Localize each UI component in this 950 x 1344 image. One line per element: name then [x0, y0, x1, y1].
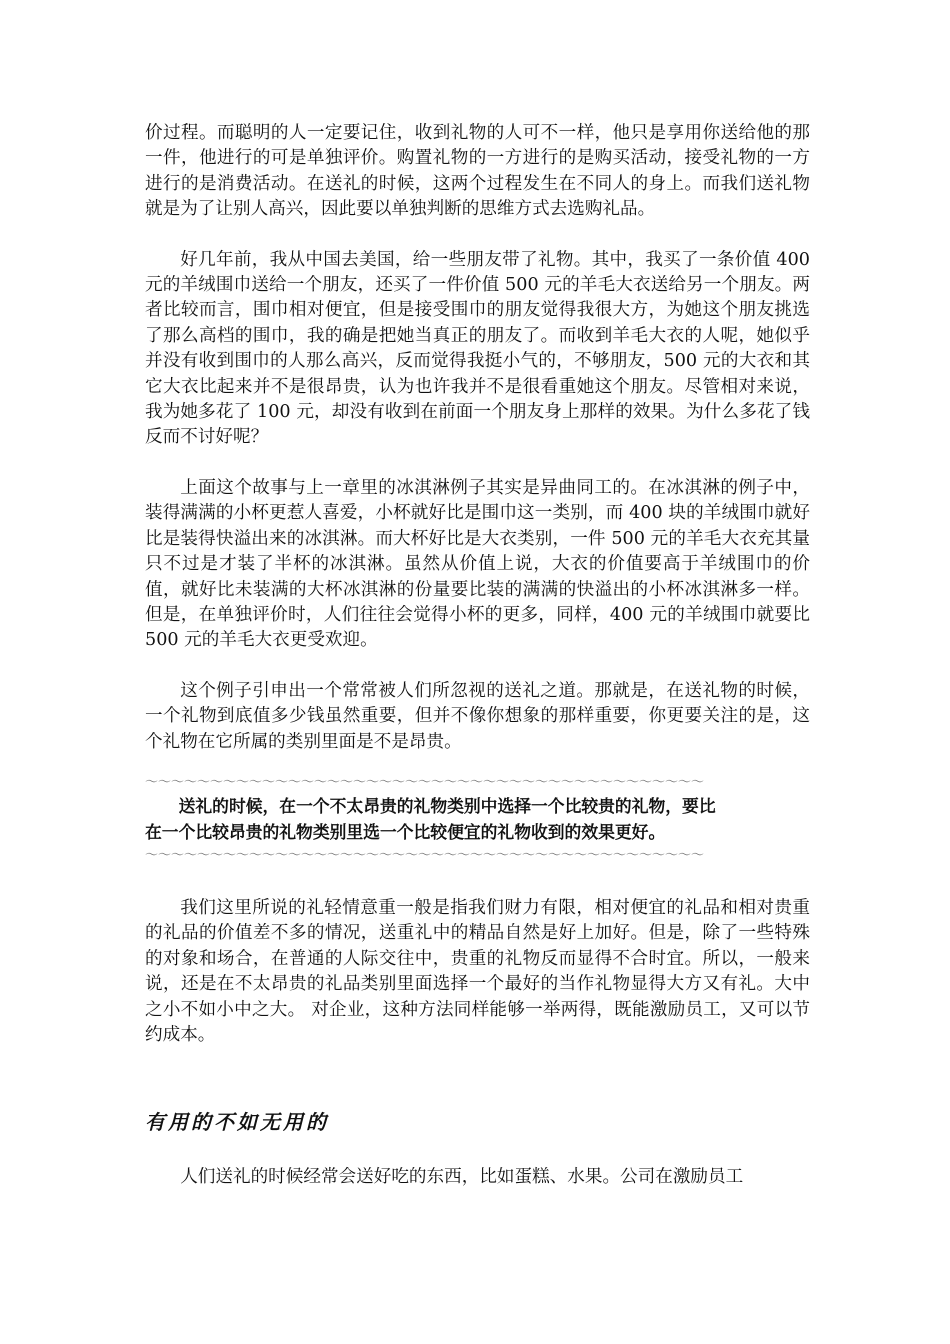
callout-box: [145, 793, 795, 845]
callout-line-2: 在一个比较昂贵的礼物类别里选一个比较便宜的礼物收到的效果更好。: [145, 821, 666, 842]
callout-rule-top: ～～～～～～～～～～～～～～～～～～～～～～～～～～～～～～～～～～～～～～～～～～～: [145, 774, 705, 790]
paragraph-4: 这个例子引申出一个常常被人们所忽视的送礼之道。那就是，在送礼物的时候，一个礼物到底值多少钱虽然重要，但并不像你想象的那样重要，你更要关注的是，这个礼物在它所属的类别里面是不是昂贵。: [145, 680, 810, 752]
paragraph-5: 我们这里所说的礼轻情意重一般是指我们财力有限，相对便宜的礼品和相对贵重的礼品的价值差不多的情况，送重礼中的精品自然是好上加好。但是，除了一些特殊的对象和场合，在普通的人际交往中，贵重的礼物反而显得不合时宜。所以，一般来说，还是在不太昂贵的礼品类别里面选择一个最好的当作礼物显得大方又有礼。大中之小不如小中之大。 对企业，这种方法同样能够一举两得，既能激励员工，又可以节约成本。: [145, 897, 810, 1045]
callout-rule-bottom: ～～～～～～～～～～～～～～～～～～～～～～～～～～～～～～～～～～～～～～～～～～～: [145, 847, 705, 863]
paragraph-6: 人们送礼的时候经常会送好吃的东西，比如蛋糕、水果。公司在激励员工: [180, 1167, 744, 1188]
page-content: [145, 121, 810, 1191]
paragraph-2: 好几年前，我从中国去美国，给一些朋友带了礼物。其中，我买了一条价值 400 元的羊绒围巾送给一个朋友，还买了一件价值 500 元的羊毛大衣送给另一个朋友。两者比较而言，围巾相对便宜，但是接受围巾的朋友觉得我很大方，为她这个朋友挑选了那么高档的围巾，我的确是把她当真正的朋友了。而收到羊毛大衣的人呢，她似乎并没有收到围巾的人那么高兴，反而觉得我挺小气的，不够朋友，500 元的大衣和其它大衣比起来并不是很昂贵，认为也许我并不是很看重她这个朋友。尽管相对来说，我为她多花了 100 元，却没有收到在前面一个朋友身上那样的效果。为什么多花了钱反而不讨好呢？: [145, 249, 810, 448]
section-heading: 有用的不如无用的: [145, 1110, 329, 1135]
paragraph-1: 价过程。而聪明的人一定要记住，收到礼物的人可不一样，他只是享用你送给他的那一件，他进行的可是单独评价。购置礼物的一方进行的是购买活动，接受礼物的一方进行的是消费活动。在送礼的时候，这两个过程发生在不同人的身上。而我们送礼物就是为了让别人高兴，因此要以单独判断的思维方式去选购礼品。: [145, 123, 810, 220]
callout-line-1: 送礼的时候，在一个不太昂贵的礼物类别中选择一个比较贵的礼物，要比: [178, 795, 716, 816]
paragraph-3: 上面这个故事与上一章里的冰淇淋例子其实是异曲同工的。在冰淇淋的例子中，装得满满的小杯更惹人喜爱，小杯就好比是围巾这一类别，而 400 块的羊绒围巾就好比是装得快溢出来的冰淇淋。而大杯好比是大衣类别，一件 500 元的羊毛大衣充其量只不过是才装了半杯的冰淇淋。虽然从价值上说，大衣的价值要高于羊绒围巾的价值，就好比未装满的大杯冰淇淋的份量要比装的满满的快溢出的小杯冰淇淋多一样。但是，在单独评价时，人们往往会觉得小杯的更多，同样，400 元的羊绒围巾就要比 500 元的羊毛大衣更受欢迎。: [145, 477, 810, 651]
